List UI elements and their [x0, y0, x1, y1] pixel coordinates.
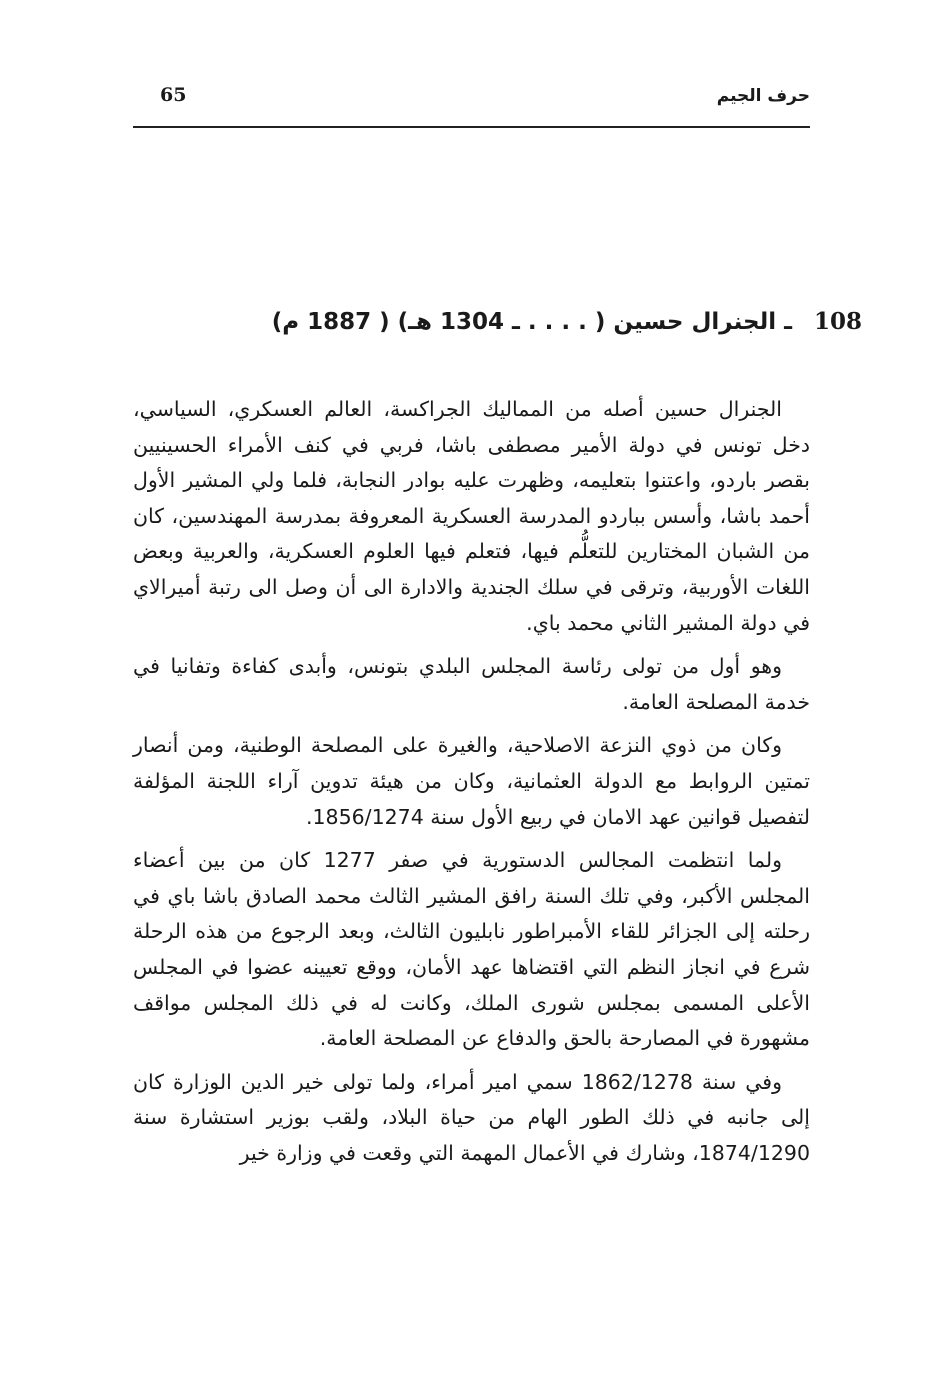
entry-title: ـ الجنرال حسين ( . . . . ـ 1304 هـ) ( 1887 م) [271, 309, 792, 335]
paragraph: وفي سنة 1862/1278 سمي امير أمراء، ولما تولى خير الدين الوزارة كان إلى جانبه في ذلك الطور الهام من حياة البلاد، ولقب بوزير استشارة سنة 1874/1290، وشارك في الأعمال المهمة التي وقعت في وزارة خير [133, 1069, 810, 1165]
chapter-title: حرف الجيم [716, 86, 810, 106]
entry-body [133, 392, 810, 1179]
paragraph: ولما انتظمت المجالس الدستورية في صفر 1277 كان من بين أعضاء المجلس الأكبر، وفي تلك السنة رافق المشير الثالث محمد الصادق باشا باي في رحلته إلى الجزائر للقاء الأمبراطور نابليون الثالث، وبعد الرجوع من هذه الرحلة شرع في انجاز النظم التي اقتضاها عهد الأمان، ووقع تعيينه عضوا في المجلس الأعلى المسمى بمجلس شورى الملك، وكانت له في ذلك المجلس مواقف مشهورة في المصارحة بالحق والدفاع عن المصلحة العامة. [133, 848, 810, 1051]
running-header [133, 78, 810, 128]
paragraph: وكان من ذوي النزعة الاصلاحية، والغيرة على المصلحة الوطنية، ومن أنصار تمتين الروابط مع الدولة العثمانية، وكان من هيئة تدوين آراء اللجنة المؤلفة لتفصيل قوانين عهد الامان في ربيع الأول سنة 1856/1274. [133, 733, 810, 829]
entry-number: 108 [813, 308, 862, 335]
paragraph: وهو أول من تولى رئاسة المجلس البلدي بتونس، وأبدى كفاءة وتفانيا في خدمة المصلحة العامة. [133, 654, 810, 714]
entry-heading [272, 308, 862, 335]
paragraph: الجنرال حسين أصله من المماليك الجراكسة، العالم العسكري، السياسي، دخل تونس في دولة الأمير مصطفى باشا، فربي في كنف الأمراء الحسينيين بقصر باردو، واعتنوا بتعليمه، وظهرت عليه بوادر النجابة، فلما ولي المشير الأول أحمد باشا، وأسس بباردو المدرسة العسكرية المعروفة بمدرسة المهندسين، كان من الشبان المختارين للتعلُّم فيها، فتعلم فيها العلوم العسكرية، والعربية وبعض اللغات الأوربية، وترقى في سلك الجندية والادارة الى أن وصل الى رتبة أميرالاي في دولة المشير الثاني محمد باي. [133, 397, 810, 635]
page-number: 65 [160, 84, 187, 106]
